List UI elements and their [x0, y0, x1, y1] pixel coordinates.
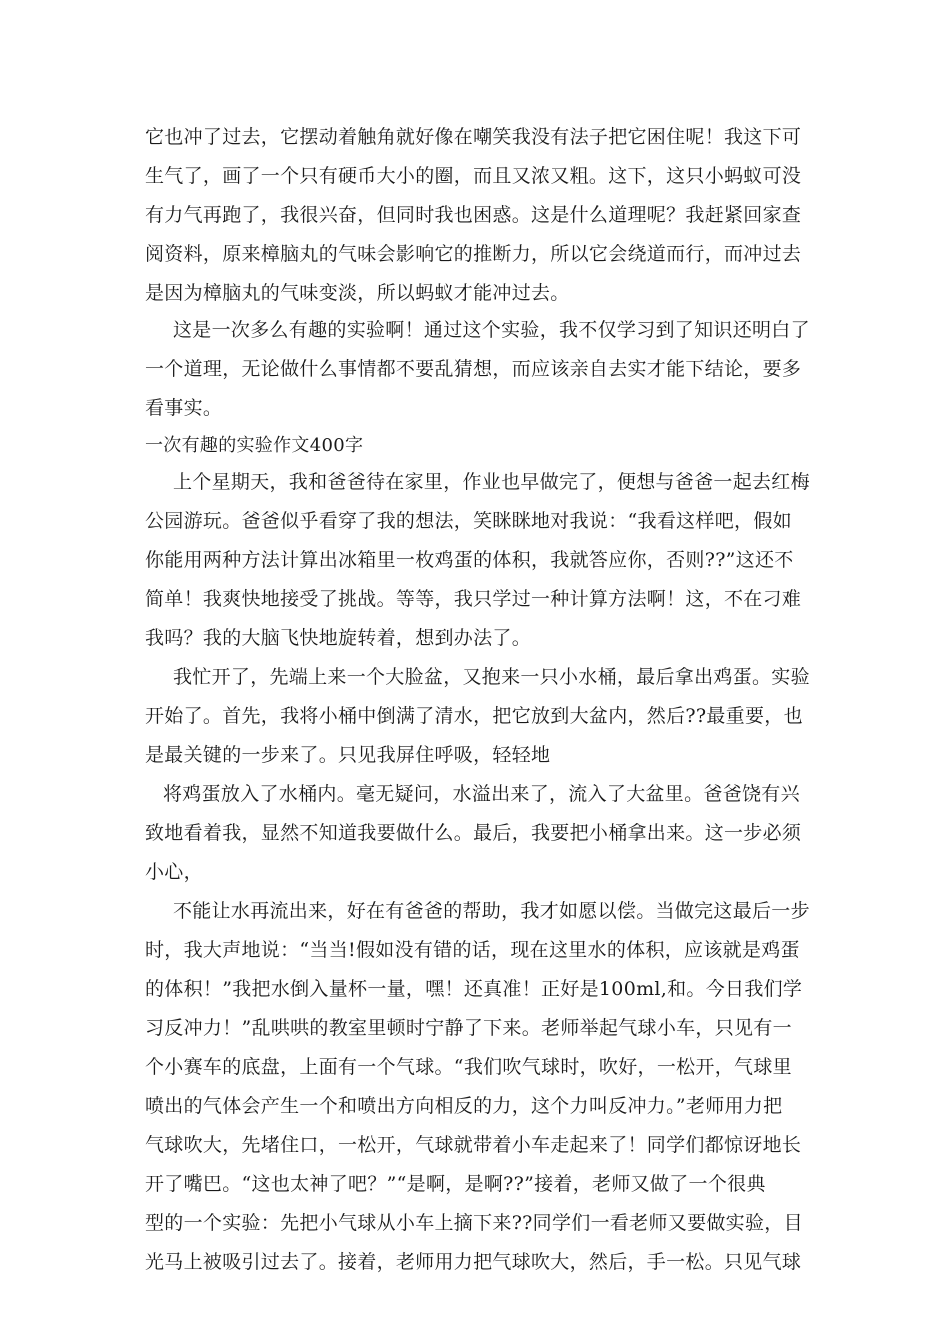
text-line: 型的一个实验：先把小气球从小车上摘下来??同学们一看老师又要做实验，目: [145, 1212, 803, 1234]
text-line: 致地看着我，显然不知道我要做什么。最后，我要把小桶拿出来。这一步必须: [145, 822, 802, 844]
text-line: 不能让水再流出来，好在有爸爸的帮助，我才如愿以偿。当做完这最后一步: [173, 900, 810, 922]
text-line: 我忙开了，先端上来一个大脸盆，又抱来一只小水桶，最后拿出鸡蛋。实验: [173, 666, 810, 688]
text-line: 公园游玩。爸爸似乎看穿了我的想法，笑眯眯地对我说：“我看这样吧，假如: [145, 510, 792, 532]
text-line: 这是一次多么有趣的实验啊！通过这个实验，我不仅学习到了知识还明白了: [173, 319, 810, 341]
text-line: 有力气再跑了，我很兴奋，但同时我也困惑。这是什么道理呢？我赶紧回家查: [145, 204, 802, 226]
text-line: 你能用两种方法计算出冰箱里一枚鸡蛋的体积，我就答应你，否则??”这还不: [145, 549, 794, 571]
text-line: 阅资料，原来樟脑丸的气味会影响它的推断力，所以它会绕道而行，而冲过去: [145, 243, 802, 265]
text-line: 开了嘴巴。“这也太神了吧？”“是啊，是啊??”接着，老师又做了一个很典: [145, 1173, 766, 1195]
text-line: 个小赛车的底盘，上面有一个气球。“我们吹气球时，吹好，一松开，气球里: [145, 1056, 792, 1078]
text-line: 是因为樟脑丸的气味变淡，所以蚂蚁才能冲过去。: [145, 282, 570, 304]
text-line: 我吗？我的大脑飞快地旋转着，想到办法了。: [145, 627, 532, 649]
section-heading: 一次有趣的实验作文400字: [145, 435, 364, 456]
text-line: 一个道理，无论做什么事情都不要乱猜想，而应该亲自去实才能下结论，要多: [145, 358, 802, 380]
text-line: 小心，: [145, 861, 203, 883]
text-line: 时，我大声地说：“当当!假如没有错的话，现在这里水的体积，应该就是鸡蛋: [145, 939, 800, 961]
text-line: 光马上被吸引过去了。接着，老师用力把气球吹大，然后，手一松。只见气球: [145, 1251, 802, 1273]
text-line: 开始了。首先，我将小桶中倒满了清水，把它放到大盆内，然后??最重要，也: [145, 705, 803, 727]
text-line: 简单！我爽快地接受了挑战。等等，我只学过一种计算方法啊！这，不在刁难: [145, 588, 802, 610]
text-line: 看事实。: [145, 397, 223, 419]
text-line: 习反冲力！”乱哄哄的教室里顿时宁静了下来。老师举起气球小车，只见有一: [145, 1017, 792, 1039]
text-line: 将鸡蛋放入了水桶内。毫无疑问，水溢出来了，流入了大盆里。爸爸饶有兴: [163, 783, 800, 805]
text-line: 喷出的气体会产生一个和喷出方向相反的力，这个力叫反冲力。”老师用力把: [145, 1095, 783, 1117]
text-line: 生气了，画了一个只有硬币大小的圈，而且又浓又粗。这下，这只小蚂蚁可没: [145, 165, 802, 187]
text-line: 上个星期天，我和爸爸待在家里，作业也早做完了，便想与爸爸一起去红梅: [173, 471, 810, 493]
text-line: 气球吹大，先堵住口，一松开，气球就带着小车走起来了！同学们都惊讶地长: [145, 1134, 802, 1156]
text-line: 的体积！”我把水倒入量杯一量，嘿！还真准！正好是100ml,和。今日我们学: [145, 978, 803, 1000]
text-line: 是最关键的一步来了。只见我屏住呼吸，轻轻地: [145, 744, 551, 766]
text-line: 它也冲了过去，它摆动着触角就好像在嘲笑我没有法子把它困住呢！我这下可: [145, 126, 802, 148]
